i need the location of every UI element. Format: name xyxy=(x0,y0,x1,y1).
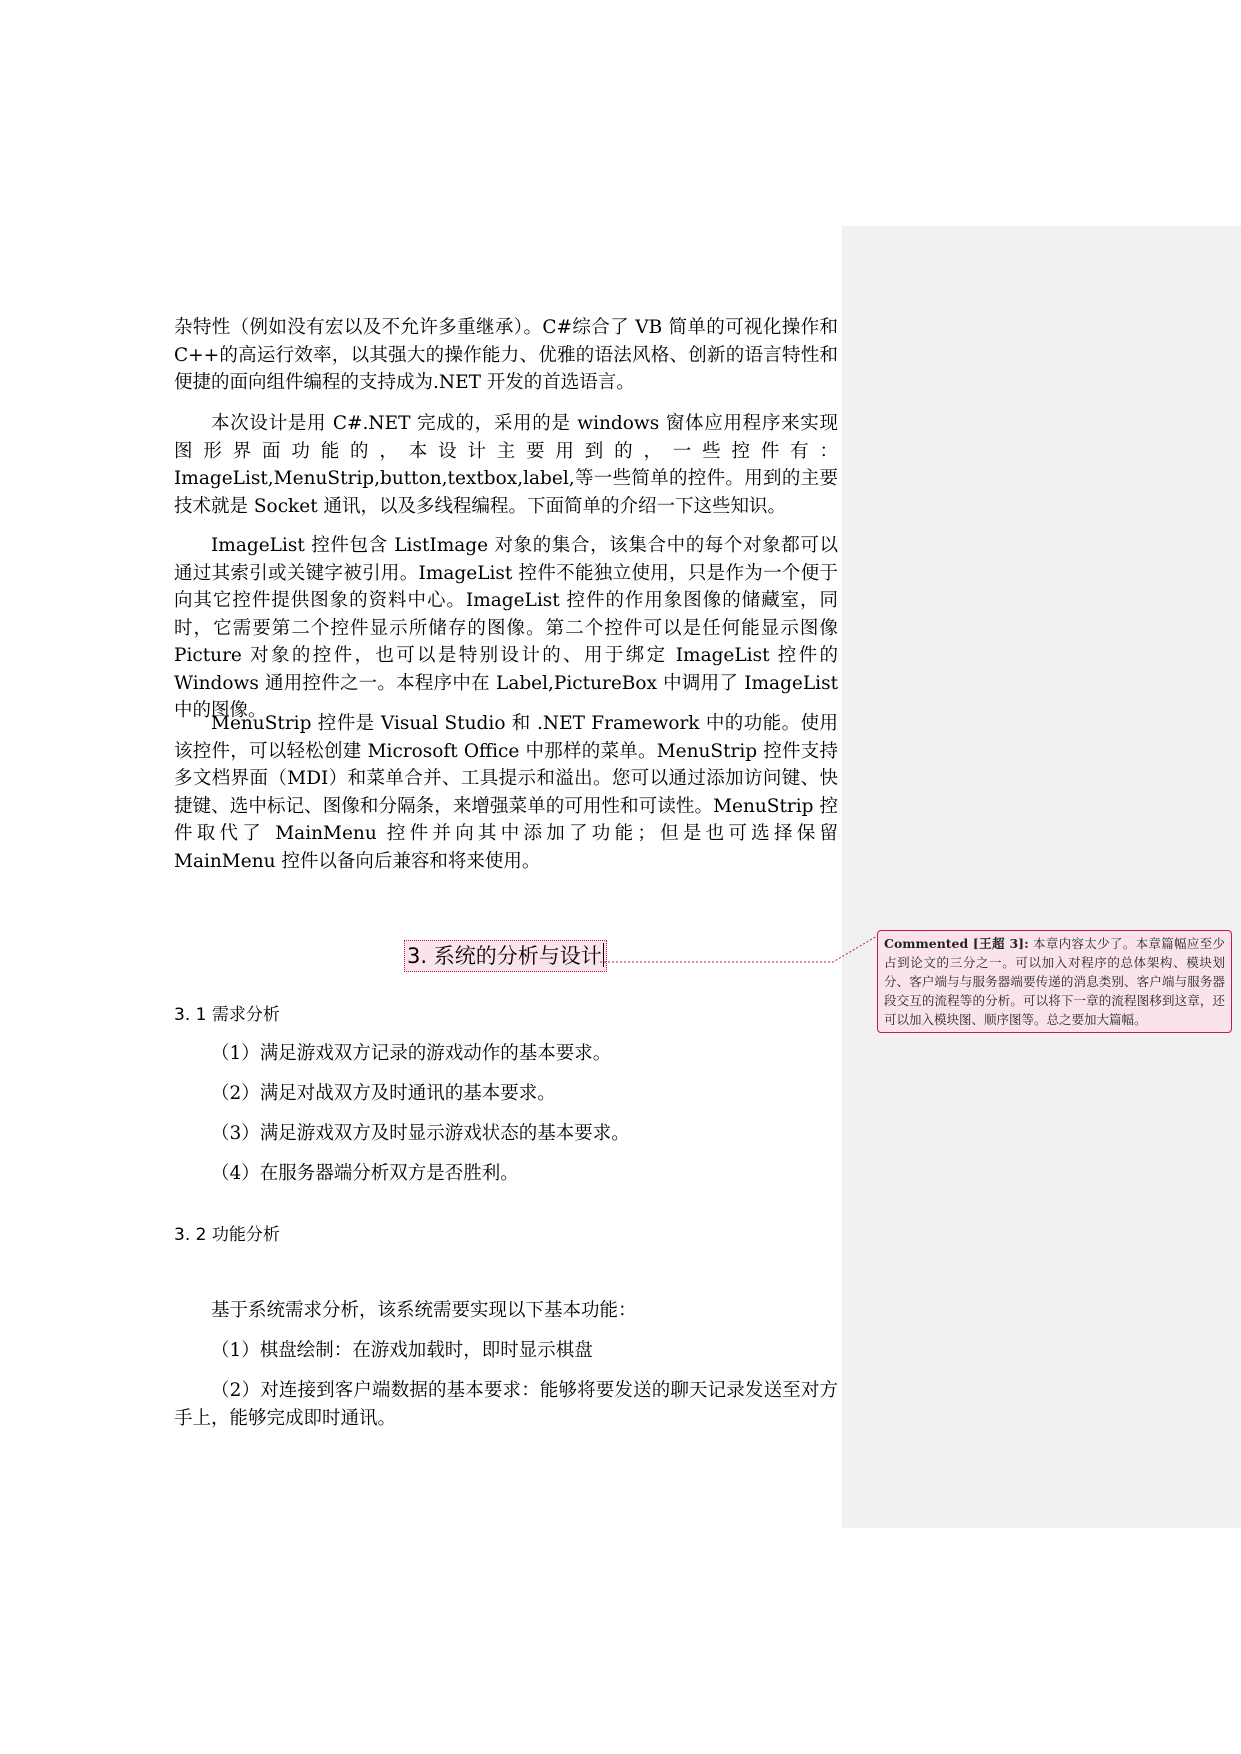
paragraph-design-overview: 本次设计是用 C#.NET 完成的，采用的是 windows 窗体应用程序来实现图形界面功能的，本设计主要用到的，一些控件有：ImageList,MenuStrip,button,textbox,label,等一些简单的控件。用到的主要技术就是 Socket 通讯，以及多线程编程。下面简单的介绍一下这些知识。 xyxy=(174,413,838,517)
comment-author: Commented [王超 3]: xyxy=(884,936,1029,951)
list-item: （1）满足游戏双方记录的游戏动作的基本要求。 xyxy=(211,1043,612,1064)
comment-margin-pane xyxy=(842,226,1241,1528)
paragraph-menustrip: MenuStrip 控件是 Visual Studio 和 .NET Framework 中的功能。使用该控件，可以轻松创建 Microsoft Office 中那样的菜单。MenuStrip 控件支持多文档界面（MDI）和菜单合并、工具提示和溢出。您可以通过添加访问键、快捷键、选中标记、图像和分隔条，来增强菜单的可用性和可读性。MenuStrip 控件取代了 MainMenu 控件并向其中添加了功能；但是也可选择保留 MainMenu 控件以备向后兼容和将来使用。 xyxy=(174,713,838,872)
list-item: （1）棋盘绘制：在游戏加载时，即时显示棋盘 xyxy=(211,1340,593,1361)
comment-balloon[interactable] xyxy=(877,930,1232,1033)
function-intro: 基于系统需求分析，该系统需要实现以下基本功能： xyxy=(211,1300,637,1321)
list-item: （4）在服务器端分析双方是否胜利。 xyxy=(211,1163,519,1184)
chapter-heading-text: 3. 系统的分析与设计 xyxy=(407,944,602,968)
paragraph-imagelist: ImageList 控件包含 ListImage 对象的集合，该集合中的每个对象都可以通过其索引或关键字被引用。ImageList 控件不能独立使用，只是作为一个便于向其它控件提供图象的资料中心。ImageList 控件的作用象图像的储藏室，同时，它需要第二个控件显示所储存的图像。第二个控件可以是任何能显示图像 Picture 对象的控件，也可以是特别设计的、用于绑定 ImageList 控件的 Windows 通用控件之一。本程序中在 Label,PictureBox 中调用了 ImageList 中的图像。 xyxy=(174,535,838,721)
list-item: （2）对连接到客户端数据的基本要求：能够将要发送的聊天记录发送至对方手上，能够完成即时通讯。 xyxy=(174,1380,838,1429)
paragraph-csharp-features: 杂特性（例如没有宏以及不允许多重继承）。C#综合了 VB 简单的可视化操作和 C++的高运行效率，以其强大的操作能力、优雅的语法风格、创新的语言特性和便捷的面向组件编程的支持成为.NET 开发的首选语言。 xyxy=(174,317,838,393)
section-heading-functions: 3. 2 功能分析 xyxy=(174,1225,280,1245)
text-cursor xyxy=(603,943,604,967)
comment-text: 本章内容太少了。本章篇幅应至少占到论文的三分之一。可以加入对程序的总体架构、模块划分、客户端与与服务器端要传递的消息类别、客户端与服务器段交互的流程等的分析。可以将下一章的流程图移到这章，还可以加入模块图、顺序图等。总之要加大篇幅。 xyxy=(884,936,1225,1027)
chapter-heading[interactable] xyxy=(404,940,607,972)
list-item: （2）满足对战双方及时通讯的基本要求。 xyxy=(211,1083,556,1104)
list-item: （3）满足游戏双方及时显示游戏状态的基本要求。 xyxy=(211,1123,630,1144)
section-heading-requirements: 3. 1 需求分析 xyxy=(174,1005,280,1025)
